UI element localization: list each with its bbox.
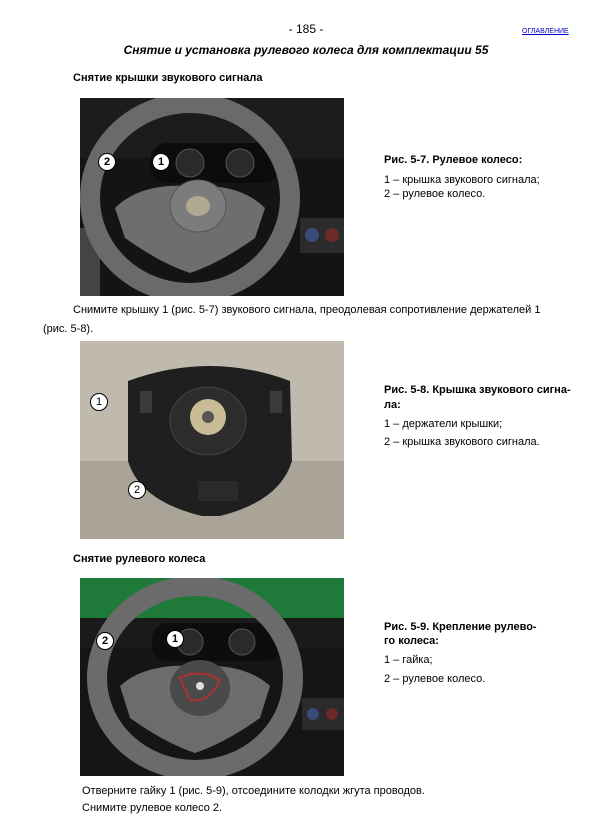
caption-title-5-8: Рис. 5-8. Крышка звукового сигна- — [384, 384, 571, 396]
callout-1: 1 — [166, 630, 184, 648]
caption-title-5-9: Рис. 5-9. Крепление рулево- — [384, 621, 537, 633]
page-number: - 185 - — [288, 22, 324, 36]
figure-5-9-photo — [80, 578, 344, 776]
paragraph-line: Снимите рулевое колесо 2. — [82, 802, 223, 814]
caption-item: 1 – держатели крышки; — [384, 418, 503, 430]
section-heading-steering-wheel: Снятие рулевого колеса — [73, 553, 206, 565]
caption-item: 1 – крышка звукового сигнала; — [384, 174, 540, 186]
caption-title-5-8-cont: ла: — [384, 399, 401, 411]
figure-5-8-photo — [80, 341, 344, 539]
callout-2: 2 — [96, 632, 114, 650]
paragraph-line: (рис. 5-8). — [43, 323, 94, 335]
toc-link[interactable]: ОГЛАВЛЕНИЕ — [522, 28, 569, 35]
caption-item: 2 – рулевое колесо. — [384, 673, 486, 685]
callout-2: 2 — [98, 153, 116, 171]
paragraph-line: Отверните гайку 1 (рис. 5-9), отсоедините колодки жгута проводов. — [82, 785, 425, 797]
callout-1: 1 — [152, 153, 170, 171]
caption-item: 2 – рулевое колесо. — [384, 188, 486, 200]
section-heading-horn-cover: Снятие крышки звукового сигнала — [73, 72, 263, 84]
callout-2: 2 — [128, 481, 146, 499]
caption-title-5-9-cont: го колеса: — [384, 635, 439, 647]
page-title: Снятие и установка рулевого колеса для комплектации 55 — [123, 43, 489, 57]
figure-5-7-photo — [80, 98, 344, 296]
caption-title-5-7: Рис. 5-7. Рулевое колесо: — [384, 154, 523, 166]
caption-item: 2 – крышка звукового сигнала. — [384, 436, 540, 448]
callout-1: 1 — [90, 393, 108, 411]
paragraph-line: Снимите крышку 1 (рис. 5-7) звукового сигнала, преодолевая сопротивление держателей 1 — [73, 304, 541, 316]
caption-item: 1 – гайка; — [384, 654, 433, 666]
